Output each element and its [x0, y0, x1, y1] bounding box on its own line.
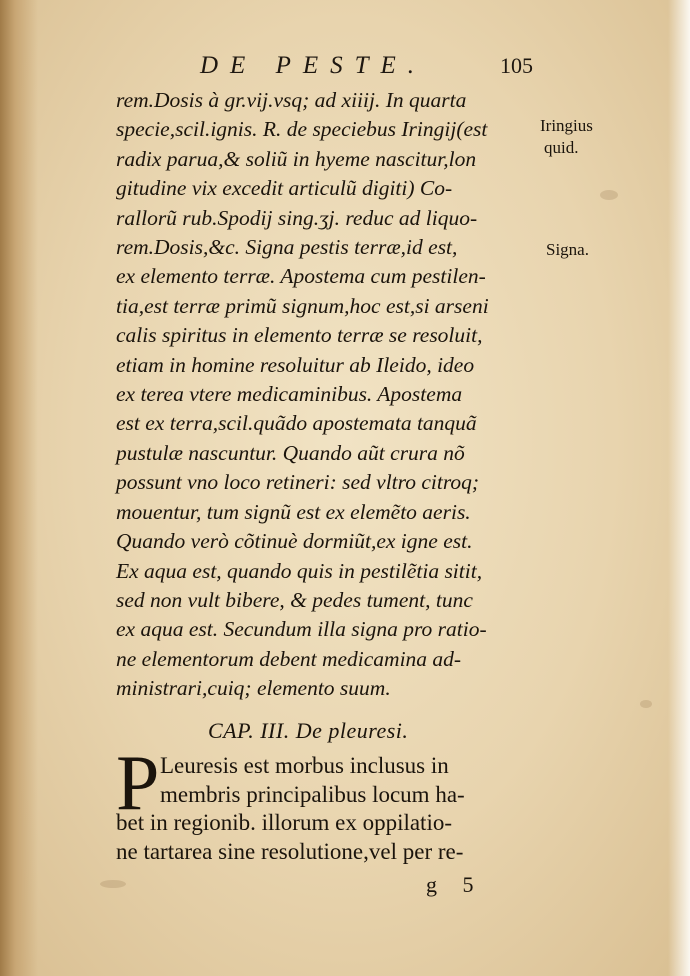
drop-cap: P	[116, 739, 160, 826]
italic-body-text	[116, 86, 546, 704]
text-line: sed non vult bibere, & pedes tument, tunc	[116, 587, 473, 612]
text-line: gitudine vix excedit articulũ digiti) Co-	[116, 176, 453, 201]
roman-body-text	[116, 752, 546, 866]
text-line: etiam in homine resoluitur ab Ileido, ideo	[116, 352, 475, 377]
text-line: possunt vno loco retineri: sed vltro citroq;	[116, 470, 480, 495]
page-gutter-shadow	[0, 0, 38, 976]
ink-spot	[600, 190, 618, 200]
text-line: bet in regionib. illorum ex oppilatio-	[116, 810, 452, 836]
ink-spot	[640, 700, 652, 708]
text-line: ex elemento terræ. Apostema cum pestilen-	[116, 264, 486, 289]
text-line: rem.Dosis à gr.vij.vsq; ad xiiij. In quarta	[116, 88, 467, 112]
text-line: Quando verò cõtinuè dormiũt,ex igne est.	[116, 529, 473, 554]
text-line: rallorũ rub.Spodij sing.ʒj. reduc ad liquo-	[116, 205, 478, 230]
text-line: membris principalibus locum ha-	[160, 781, 465, 807]
text-line: ne tartarea sine resolutione,vel per re-	[116, 838, 464, 864]
text-line: specie,scil.ignis. R. de speciebus Iringij(est	[116, 117, 488, 142]
text-line: est ex terra,scil.quãdo apostemata tanquã	[116, 411, 477, 436]
text-line: mouentur, tum signũ est ex elemẽto aeris.	[116, 499, 471, 524]
running-title: DE PESTE.	[200, 52, 427, 79]
signature-mark: g 5	[426, 872, 484, 897]
text-line: Leuresis est morbus inclusus in	[160, 753, 449, 778]
margin-note-iringius: Iringius	[540, 116, 593, 135]
page-number: 105	[500, 53, 533, 78]
margin-note-quid: quid.	[544, 138, 579, 157]
ink-spot	[100, 880, 126, 888]
margin-note-signa: Signa.	[546, 240, 589, 259]
text-line: tia,est terræ primũ signum,hoc est,si arseni	[116, 293, 489, 318]
page-edge-highlight	[668, 0, 690, 976]
text-line: pustulæ nascuntur. Quando aũt crura nõ	[116, 440, 465, 465]
text-line: radix parua,& soliũ in hyeme nascitur,lon	[116, 146, 477, 171]
chapter-heading: CAP. III. De pleuresi.	[208, 718, 409, 743]
text-line: calis spiritus in elemento terræ se resoluit,	[116, 323, 483, 348]
text-line: ex aqua est. Secundum illa signa pro ratio-	[116, 617, 487, 642]
text-line: ministrari,cuiq; elemento suum.	[116, 676, 391, 701]
text-line: ex terea vtere medicaminibus. Apostema	[116, 382, 463, 407]
text-line: rem.Dosis,&c. Signa pestis terræ,id est,	[116, 235, 458, 260]
text-line: Ex aqua est, quando quis in pestilẽtia sitit,	[116, 558, 483, 583]
text-line: ne elementorum debent medicamina ad-	[116, 646, 462, 671]
